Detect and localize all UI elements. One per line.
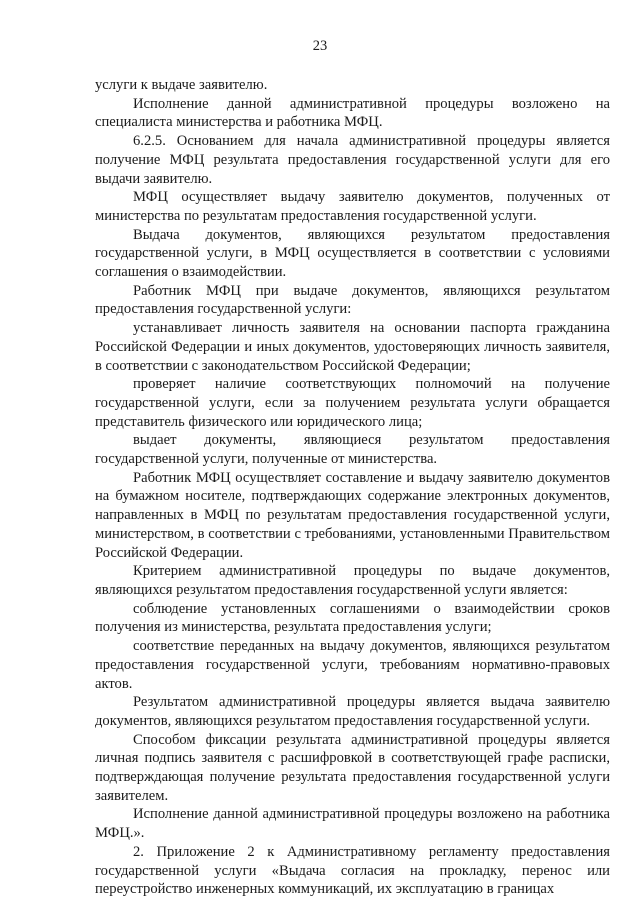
paragraph-result: Результатом административной процедуры является выдача заявителю документов, являющихся результатом предоставления государственной услуги. bbox=[95, 694, 610, 729]
paragraph-mfc-worker-duties: Работник МФЦ при выдаче документов, являющихся результатом предоставления государственной услуги: bbox=[95, 282, 610, 318]
paragraph-recording-method: Способом фиксации результата административной процедуры является личная подпись заявителя с расшифровкой в соответствующей графе расписки, подтверждающая получение результата предоставления государственной услуги заявителем. bbox=[95, 731, 610, 804]
paragraph-mfc-issues-documents: МФЦ осуществляет выдачу заявителю документов, полученных от министерства по результатам предоставления государственной услуги. bbox=[95, 189, 610, 224]
paragraph-continuation: услуги к выдаче заявителю. bbox=[95, 77, 268, 93]
paragraph-criterion-deadlines: соблюдение установленных соглашениями о взаимодействии сроков получения из министерства, результата предоставления услуги; bbox=[95, 600, 610, 636]
paragraph-responsible-mfc: Исполнение данной административной процедуры возложено на работника МФЦ.». bbox=[95, 806, 610, 842]
paragraph-criterion: Критерием административной процедуры по выдаче документов, являющихся результатом предоставления государственной услуги является: bbox=[95, 563, 610, 598]
paragraph-authority-check: проверяет наличие соответствующих полномочий на получение государственной услуги, если за получением результата услуги обращается представитель физического или юридического лица; bbox=[95, 376, 610, 430]
paragraph-appendix-2: 2. Приложение 2 к Административному регламенту предоставления государственной услуги «Выдача согласия на прокладку, перенос или переустройство инженерных коммуникаций, их эксплуатацию в границах bbox=[95, 843, 610, 898]
page-number: 23 bbox=[312, 38, 328, 54]
paragraph-issue-documents: выдает документы, являющиеся результатом предоставления государственной услуги, полученные от министерства. bbox=[95, 432, 610, 468]
paragraph-responsible-ministry-mfc: Исполнение данной административной процедуры возложено на специалиста министерства и работника МФЦ. bbox=[95, 95, 610, 131]
paragraph-identity-check: устанавливает личность заявителя на основании паспорта гражданина Российской Федерации и иных документов, удостоверяющих личность заявителя, в соответствии с законодательством Российской Федерации; bbox=[95, 320, 610, 374]
paragraph-issuance-agreement: Выдача документов, являющихся результатом предоставления государственной услуги, в МФЦ осуществляется в соответствии с условиями соглашения о взаимодействии. bbox=[95, 226, 610, 281]
document-body bbox=[95, 76, 610, 899]
paragraph-paper-copies: Работник МФЦ осуществляет составление и выдачу заявителю документов на бумажном носителе, подтверждающих содержание электронных документов, направленных в МФЦ по результатам предоставления государственной услуги, министерством, в соответствии с требованиями, установленными Правительством Российской Федерации. bbox=[95, 469, 610, 561]
paragraph-6-2-5: 6.2.5. Основанием для начала административной процедуры является получение МФЦ результата предоставления государственной услуги для его выдачи заявителю. bbox=[95, 133, 610, 187]
paragraph-criterion-compliance: соответствие переданных на выдачу документов, являющихся результатом предоставления государственной услуги, требованиям нормативно-правовых актов. bbox=[95, 638, 610, 692]
